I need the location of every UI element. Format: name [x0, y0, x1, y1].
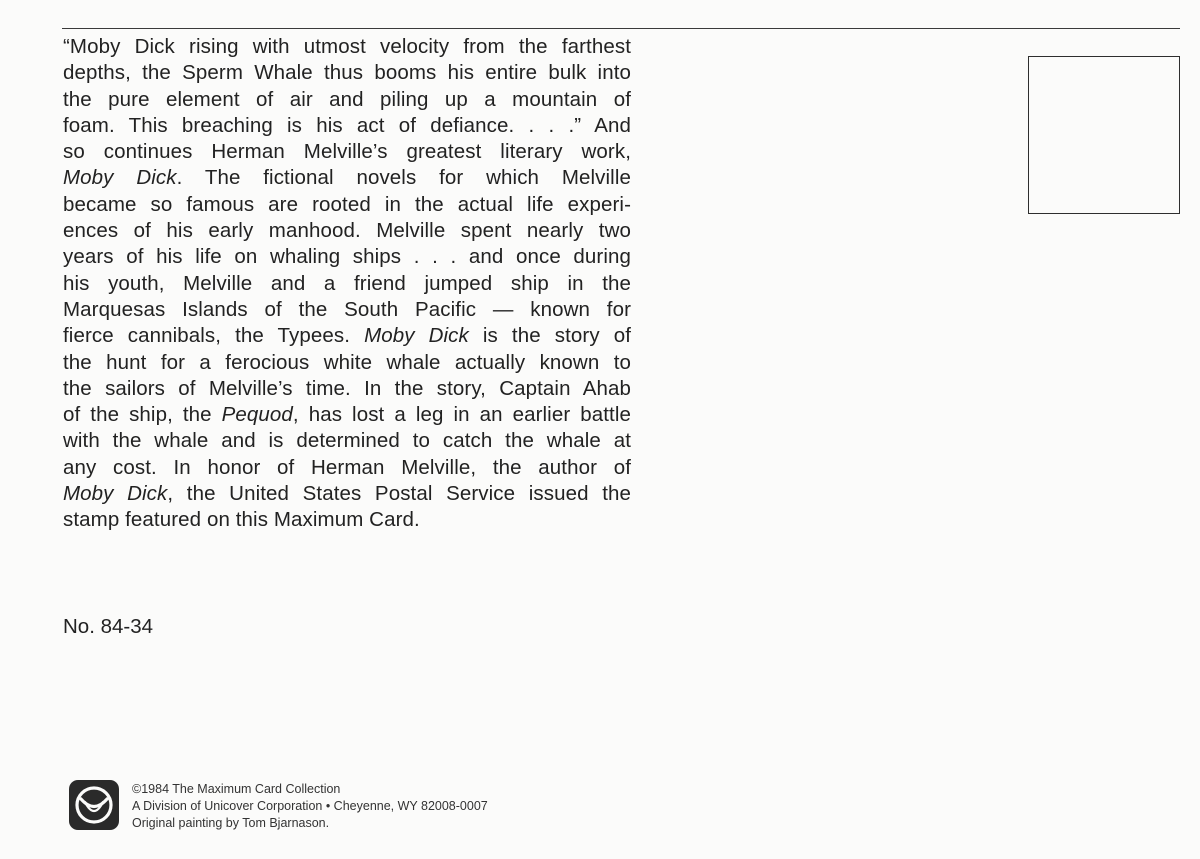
text-fragment: , has lost a leg in an earlier battle: [292, 403, 631, 427]
text-line: depths, the Sperm Whale thus booms his entire bulk into: [63, 61, 631, 85]
card-description: [63, 34, 631, 534]
text-line: his youth, Melville and a friend jumped ship in the: [63, 271, 631, 295]
book-title: Moby Dick: [364, 324, 469, 348]
text-fragment: fierce cannibals, the Typees.: [63, 324, 365, 348]
text-line: with the whale and is determined to catch the whale at: [63, 429, 631, 453]
text-line: [63, 165, 631, 191]
text-fragment: is the story of: [468, 324, 631, 348]
text-fragment: . The fictional novels for which Melville: [176, 166, 631, 190]
text-line: the hunt for a ferocious white whale actually known to: [63, 350, 631, 374]
text-line: any cost. In honor of Herman Melville, the author of: [63, 455, 631, 479]
text-line: [63, 323, 631, 349]
book-title: Moby Dick: [63, 482, 168, 506]
ship-name: Pequod: [221, 403, 293, 427]
text-line: ences of his early manhood. Melville spent nearly two: [63, 219, 631, 243]
text-fragment: of the ship, the: [63, 403, 222, 427]
artist-credit-line: Original painting by Tom Bjarnason.: [132, 816, 330, 830]
text-line: [63, 402, 631, 428]
text-line: foam. This breaching is his act of defiance. . . .” And: [63, 113, 631, 137]
unicover-logo-icon: [69, 780, 119, 830]
text-line: the sailors of Melville’s time. In the story, Captain Ahab: [63, 376, 631, 400]
text-line: [63, 481, 631, 507]
publisher-credits: [132, 781, 488, 832]
text-line: “Moby Dick rising with utmost velocity from the farthest: [63, 35, 631, 58]
copyright-line: ©1984 The Maximum Card Collection: [132, 782, 341, 796]
text-line: so continues Herman Melville’s greatest literary work,: [63, 140, 631, 164]
text-line: Marquesas Islands of the South Pacific — known for: [63, 297, 631, 321]
text-line: the pure element of air and piling up a mountain of: [63, 87, 631, 111]
card-number: No. 84-34: [63, 615, 154, 638]
text-line: stamp featured on this Maximum Card.: [63, 508, 420, 532]
stamp-placement-box: [1028, 56, 1180, 214]
text-fragment: , the United States Postal Service issued the: [167, 482, 631, 506]
publisher-address-line: A Division of Unicover Corporation • Cheyenne, WY 82008-0007: [132, 799, 488, 813]
top-rule: [62, 28, 1180, 29]
text-line: years of his life on whaling ships . . . and once during: [63, 245, 631, 269]
book-title: Moby Dick: [63, 166, 177, 190]
text-line: became so famous are rooted in the actual life experi-: [63, 192, 631, 216]
